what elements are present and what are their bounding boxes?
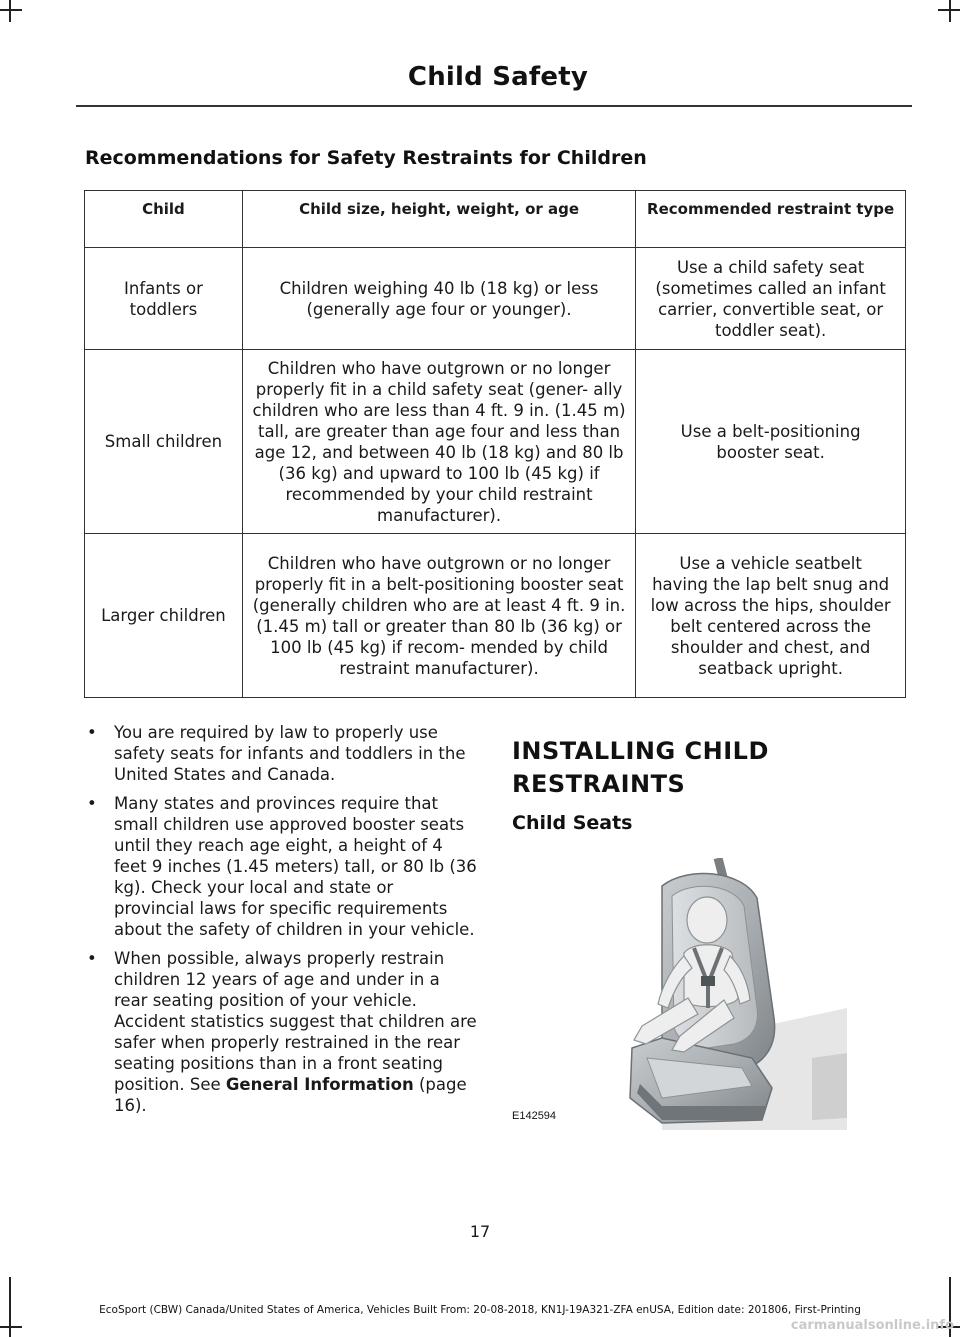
child-seat-illustration	[512, 858, 847, 1130]
page-number: 17	[469, 1222, 491, 1241]
crop-mark	[938, 9, 960, 11]
bullet-marker: •	[87, 949, 97, 968]
crop-mark	[9, 0, 11, 22]
table-header-row	[85, 191, 906, 248]
list-item	[85, 793, 477, 940]
table-cell-size: Children who have outgrown or no longer properly fit in a belt-positioning booster seat (generally children who are at least 4 ft. 9 in. (1.45 m) tall or greater than 80 lb (36 kg) or 100 lb (45 kg) if recom- mended by child restraint manufacturer).	[242, 534, 635, 698]
table-cell-restraint: Use a vehicle seatbelt having the lap belt snug and low across the hips, shoulder belt centered across the shoulder and chest, and seatback upright.	[636, 534, 906, 698]
page-reference: (page 16).	[114, 1075, 467, 1115]
child-seat-image	[512, 858, 847, 1130]
table-row	[85, 534, 906, 698]
list-item	[85, 948, 477, 1116]
figure-label: E142594	[512, 1110, 557, 1122]
column-header-child: Child	[85, 191, 243, 248]
crop-mark	[949, 0, 951, 22]
bullet-text: When possible, always properly restrain children 12 years of age and under in a rear seating position of your vehicle. Accident statistics suggest that children are safer when properly restrained in the rear seating positions than in a front seating position. See	[114, 949, 477, 1094]
table-cell-size: Children who have outgrown or no longer properly fit in a child safety seat (gener- ally children who are less than 4 ft. 9 in. (1.45 m) tall, are greater than age four and less than age 12, and between 40 lb (18 kg) and 80 lb (36 kg) and upward to 100 lb (45 kg) if recommended by your child restraint manufacturer).	[242, 350, 635, 534]
column-header-restraint: Recommended restraint type	[636, 191, 906, 248]
table-cell-size: Children weighing 40 lb (18 kg) or less (generally age four or younger).	[242, 248, 635, 350]
table-row	[85, 248, 906, 350]
table-cell-child: Infants or toddlers	[85, 248, 243, 350]
table-cell-child: Larger children	[85, 534, 243, 698]
page-footer: EcoSport (CBW) Canada/United States of America, Vehicles Built From: 20-08-2018, KN1J-19A321-ZFA enUSA, Edition date: 201806, First-Printing	[99, 1304, 861, 1316]
child-seats-subheading: Child Seats	[512, 812, 633, 834]
table-cell-restraint: Use a child safety seat (sometimes called an infant carrier, convertible seat, or toddler seat).	[636, 248, 906, 350]
bullet-text: You are required by law to properly use safety seats for infants and toddlers in the United States and Canada.	[114, 723, 466, 784]
page-header	[0, 62, 588, 92]
bullet-text: Many states and provinces require that small children use approved booster seats until they reach age eight, a height of 4 feet 9 inches (1.45 meters) tall, or 80 lb (36 kg). Check your local and state or provincial laws for specific requirements about the safety of children in your vehicle.	[114, 794, 477, 939]
column-header-size: Child size, height, weight, or age	[242, 191, 635, 248]
watermark: carmanualsonline.info	[790, 1318, 954, 1333]
section-heading: Recommendations for Safety Restraints for Children	[85, 147, 647, 169]
header-divider	[76, 105, 912, 107]
table-cell-child: Small children	[85, 350, 243, 534]
bullet-marker: •	[87, 794, 97, 813]
table-row	[85, 350, 906, 534]
safety-bullet-list	[85, 722, 477, 1124]
restraint-recommendations-table	[84, 190, 906, 698]
header-title: Child Safety	[407, 62, 588, 92]
crop-mark	[0, 9, 22, 11]
bullet-marker: •	[87, 723, 97, 742]
list-item	[85, 722, 477, 785]
cross-reference-link[interactable]: General Information	[225, 1075, 414, 1094]
installing-child-restraints-heading: INSTALLING CHILD RESTRAINTS	[512, 737, 769, 798]
crop-mark	[0, 1326, 22, 1328]
table-cell-restraint: Use a belt-positioning booster seat.	[636, 350, 906, 534]
